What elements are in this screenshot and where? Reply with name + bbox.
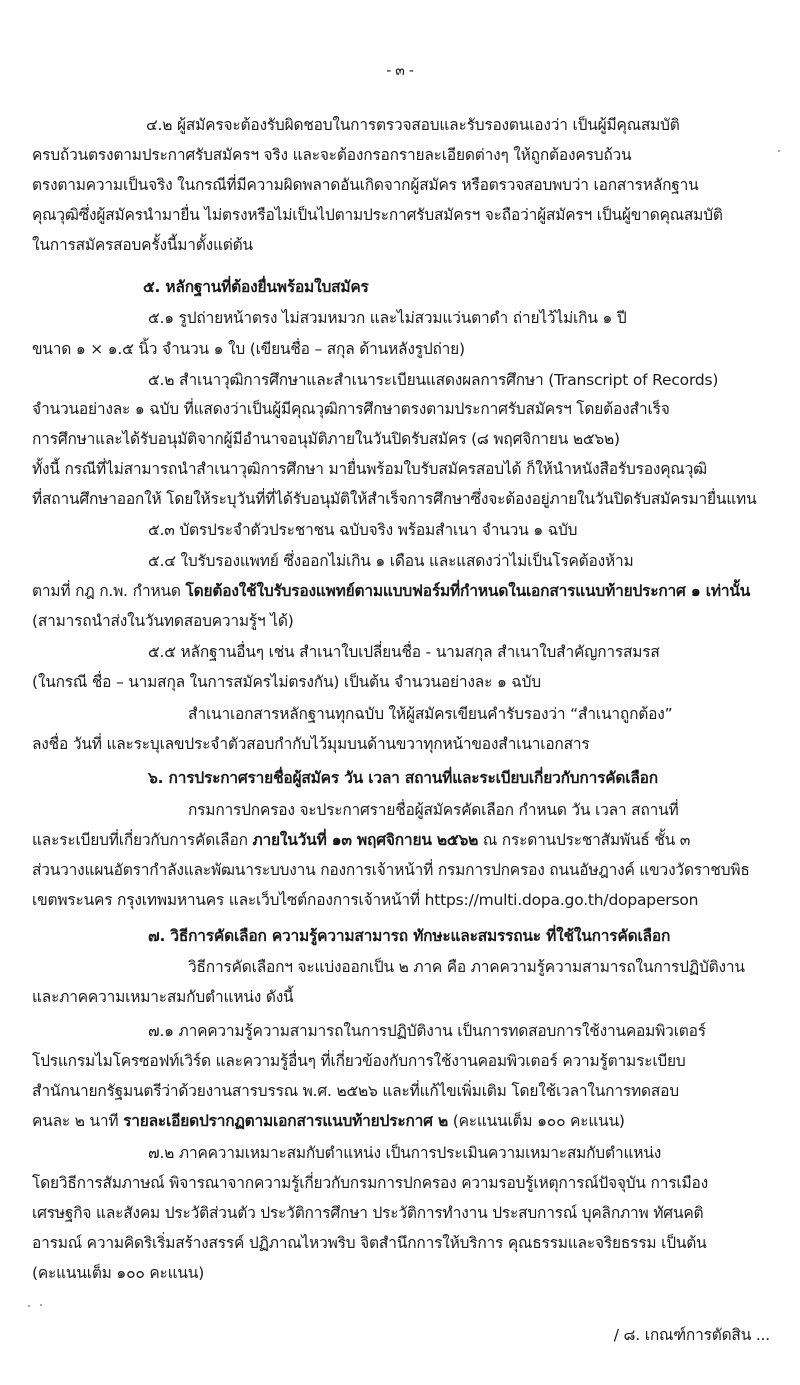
paragraph-line: ที่สถานศึกษาออกให้ โดยให้ระบุวันที่ที่ได้รับอนุมัติให้สำเร็จการศึกษาซึ่งจะต้องอยู่ภายในวันปิดรับสมัครมายื่นแทน <box>32 490 757 508</box>
section-6-heading: ๖. การประกาศรายชื่อผู้สมัคร วัน เวลา สถานที่และระเบียบเกี่ยวกับการคัดเลือก <box>148 769 658 787</box>
paragraph-line: กรมการปกครอง จะประกาศรายชื่อผู้สมัครคัดเลือก กำหนด วัน เวลา สถานที่ <box>188 801 679 819</box>
paragraph-line: ๕.๕ หลักฐานอื่นๆ เช่น สำเนาใบเปลี่ยนชื่อ - นามสกุล สำเนาใบสำคัญการสมรส <box>148 643 660 661</box>
page-number: - ๓ - <box>386 63 414 79</box>
paragraph-line: สำเนาเอกสารหลักฐานทุกฉบับ ให้ผู้สมัครเขียนคำรับรองว่า “สำเนาถูกต้อง” <box>188 705 673 723</box>
paragraph-line <box>0 827 800 853</box>
paragraph-line: ๕.๔ ใบรับรองแพทย์ ซึ่งออกไม่เกิน ๑ เดือน และแสดงว่าไม่เป็นโรคต้องห้าม <box>148 552 634 570</box>
text-segment: และระเบียบที่เกี่ยวกับการคัดเลือก <box>32 831 248 849</box>
paragraph-line: การศึกษาและได้รับอนุมัติจากผู้มีอำนาจอนุมัติภายในวันปิดรับสมัคร (๘ พฤศจิกายน ๒๕๖๒) <box>32 430 620 448</box>
paragraph-line: วิธีการคัดเลือกฯ จะแบ่งออกเป็น ๒ ภาค คือ ภาคความรู้ความสามารถในการปฏิบัติงาน <box>188 958 745 976</box>
paragraph-line: ๕.๒ สำเนาวุฒิการศึกษาและสำเนาระเบียนแสดงผลการศึกษา (Transcript of Records) <box>148 371 719 389</box>
scan-speck <box>778 150 780 152</box>
paragraph-line: ๗.๒ ภาคความเหมาะสมกับตำแหน่ง เป็นการประเมินความเหมาะสมกับตำแหน่ง <box>148 1144 662 1162</box>
paragraph-line: จำนวนอย่างละ ๑ ฉบับ ที่แสดงว่าเป็นผู้มีคุณวุฒิการศึกษาตรงตามประกาศรับสมัครฯ โดยต้องสำเร็จ <box>32 400 670 418</box>
paragraph-line <box>0 578 800 604</box>
paragraph-line: เขตพระนคร กรุงเทพมหานคร และเว็บไซต์กองการเจ้าหน้าที่ https://multi.dopa.go.th/dopaperson <box>32 891 699 909</box>
paragraph-line: โปรแกรมไมโครซอฟท์เวิร์ด และความรู้อื่นๆ ที่เกี่ยวข้องกับการใช้งานคอมพิวเตอร์ ความรู้ตามระเบียบ <box>32 1052 686 1070</box>
paragraph-line: ๕.๓ บัตรประจำตัวประชาชน ฉบับจริง พร้อมสำเนา จำนวน ๑ ฉบับ <box>148 521 578 539</box>
paragraph-line: ครบถ้วนตรงตามประกาศรับสมัครฯ จริง และจะต้องกรอกรายละเอียดต่างๆ ให้ถูกต้องครบถ้วน <box>32 146 632 164</box>
section-5-heading: ๕. หลักฐานที่ต้องยื่นพร้อมใบสมัคร <box>143 278 369 296</box>
paragraph-line: โดยวิธีการสัมภาษณ์ พิจารณาจากความรู้เกี่ยวกับกรมการปกครอง ความรอบรู้เหตุการณ์ปัจจุบัน การเมือง <box>32 1174 708 1192</box>
attachment-reference: รายละเอียดปรากฏตามเอกสารแนบท้ายประกาศ ๒ <box>123 1112 448 1130</box>
medical-form-requirement: โดยต้องใช้ใบรับรองแพทย์ตามแบบฟอร์มที่กำหนดในเอกสารแนบท้ายประกาศ ๑ เท่านั้น <box>185 582 751 600</box>
paragraph-line: สำนักนายกรัฐมนตรีว่าด้วยงานสารบรรณ พ.ศ. ๒๕๒๖ และที่แก้ไขเพิ่มเติม โดยใช้เวลาในการทดสอบ <box>32 1082 679 1100</box>
scan-speck <box>40 1304 42 1306</box>
paragraph-line: ๗.๑ ภาคความรู้ความสามารถในการปฏิบัติงาน เป็นการทดสอบการใช้งานคอมพิวเตอร์ <box>148 1022 706 1040</box>
rule-reference: ตามที่ กฎ ก.พ. กำหนด <box>32 582 181 600</box>
paragraph-line: และภาคความเหมาะสมกับตำแหน่ง ดังนี้ <box>32 988 294 1006</box>
paragraph-line: (คะแนนเต็ม ๑๐๐ คะแนน) <box>32 1264 205 1282</box>
paragraph-line <box>0 1108 800 1134</box>
paragraph-line: ลงชื่อ วันที่ และระบุเลขประจำตัวสอบกำกับไว้มุมบนด้านขวาทุกหน้าของสำเนาเอกสาร <box>32 735 590 753</box>
paragraph-line: ๕.๑ รูปถ่ายหน้าตรง ไม่สวมหมวก และไม่สวมแว่นตาดำ ถ่ายไว้ไม่เกิน ๑ ปี <box>148 309 627 327</box>
text-segment: ณ กระดานประชาสัมพันธ์ ชั้น ๓ <box>482 831 691 849</box>
paragraph-line: ส่วนวางแผนอัตรากำลังและพัฒนาระบบงาน กองการเจ้าหน้าที่ กรมการปกครอง ถนนอัษฎางค์ แขวงวัดราชบพิธ <box>32 861 750 879</box>
paragraph-line: อารมณ์ ความคิดริเริ่มสร้างสรรค์ ปฏิภาณไหวพริบ จิตสำนึกการให้บริการ คุณธรรมและจริยธรรม เป็นต้น <box>32 1234 707 1252</box>
paragraph-line: (ในกรณี ชื่อ – นามสกุล ในการสมัครไม่ตรงกัน) เป็นต้น จำนวนอย่างละ ๑ ฉบับ <box>32 673 541 691</box>
paragraph-line: ในการสมัครสอบครั้งนี้มาตั้งแต่ต้น <box>32 236 253 254</box>
paragraph-line: ทั้งนี้ กรณีที่ไม่สามารถนำสำเนาวุฒิการศึกษา มายื่นพร้อมใบรับสมัครสอบได้ ก็ให้นำหนังสือรับรองคุณวุฒิ <box>32 460 707 478</box>
paragraph-line: (สามารถนำส่งในวันทดสอบความรู้ฯ ได้) <box>32 612 294 630</box>
text-segment: คนละ ๒ นาที <box>32 1112 119 1130</box>
footer-continuation: / ๘. เกณฑ์การตัดสิน ... <box>613 1326 770 1344</box>
paragraph-line: คุณวุฒิซึ่งผู้สมัครนำมายื่น ไม่ตรงหรือไม่เป็นไปตามประกาศรับสมัครฯ จะถือว่าผู้สมัครฯ เป็นผู้ขาดคุณสมบัติ <box>32 206 723 224</box>
paragraph-line: เศรษฐกิจ และสังคม ประวัติส่วนตัว ประวัติการศึกษา ประวัติการทำงาน ประสบการณ์ บุคลิกภาพ ทัศนคติ <box>32 1204 704 1222</box>
announcement-date: ภายในวันที่ ๑๓ พฤศจิกายน ๒๕๖๒ <box>252 831 479 849</box>
paragraph-line: ๔.๒ ผู้สมัครจะต้องรับผิดชอบในการตรวจสอบและรับรองตนเองว่า เป็นผู้มีคุณสมบัติ <box>146 116 680 134</box>
paragraph-line: ตรงตามความเป็นจริง ในกรณีที่มีความผิดพลาดอันเกิดจากผู้สมัคร หรือตรวจสอบพบว่า เอกสารหลักฐาน <box>32 176 699 194</box>
score-note: (คะแนนเต็ม ๑๐๐ คะแนน) <box>452 1112 625 1130</box>
scan-speck <box>28 1305 30 1307</box>
section-7-heading: ๗. วิธีการคัดเลือก ความรู้ความสามารถ ทักษะและสมรรถนะ ที่ใช้ในการคัดเลือก <box>148 927 671 945</box>
paragraph-line: ขนาด ๑ × ๑.๕ นิ้ว จำนวน ๑ ใบ (เขียนชื่อ – สกุล ด้านหลังรูปถ่าย) <box>32 340 465 358</box>
